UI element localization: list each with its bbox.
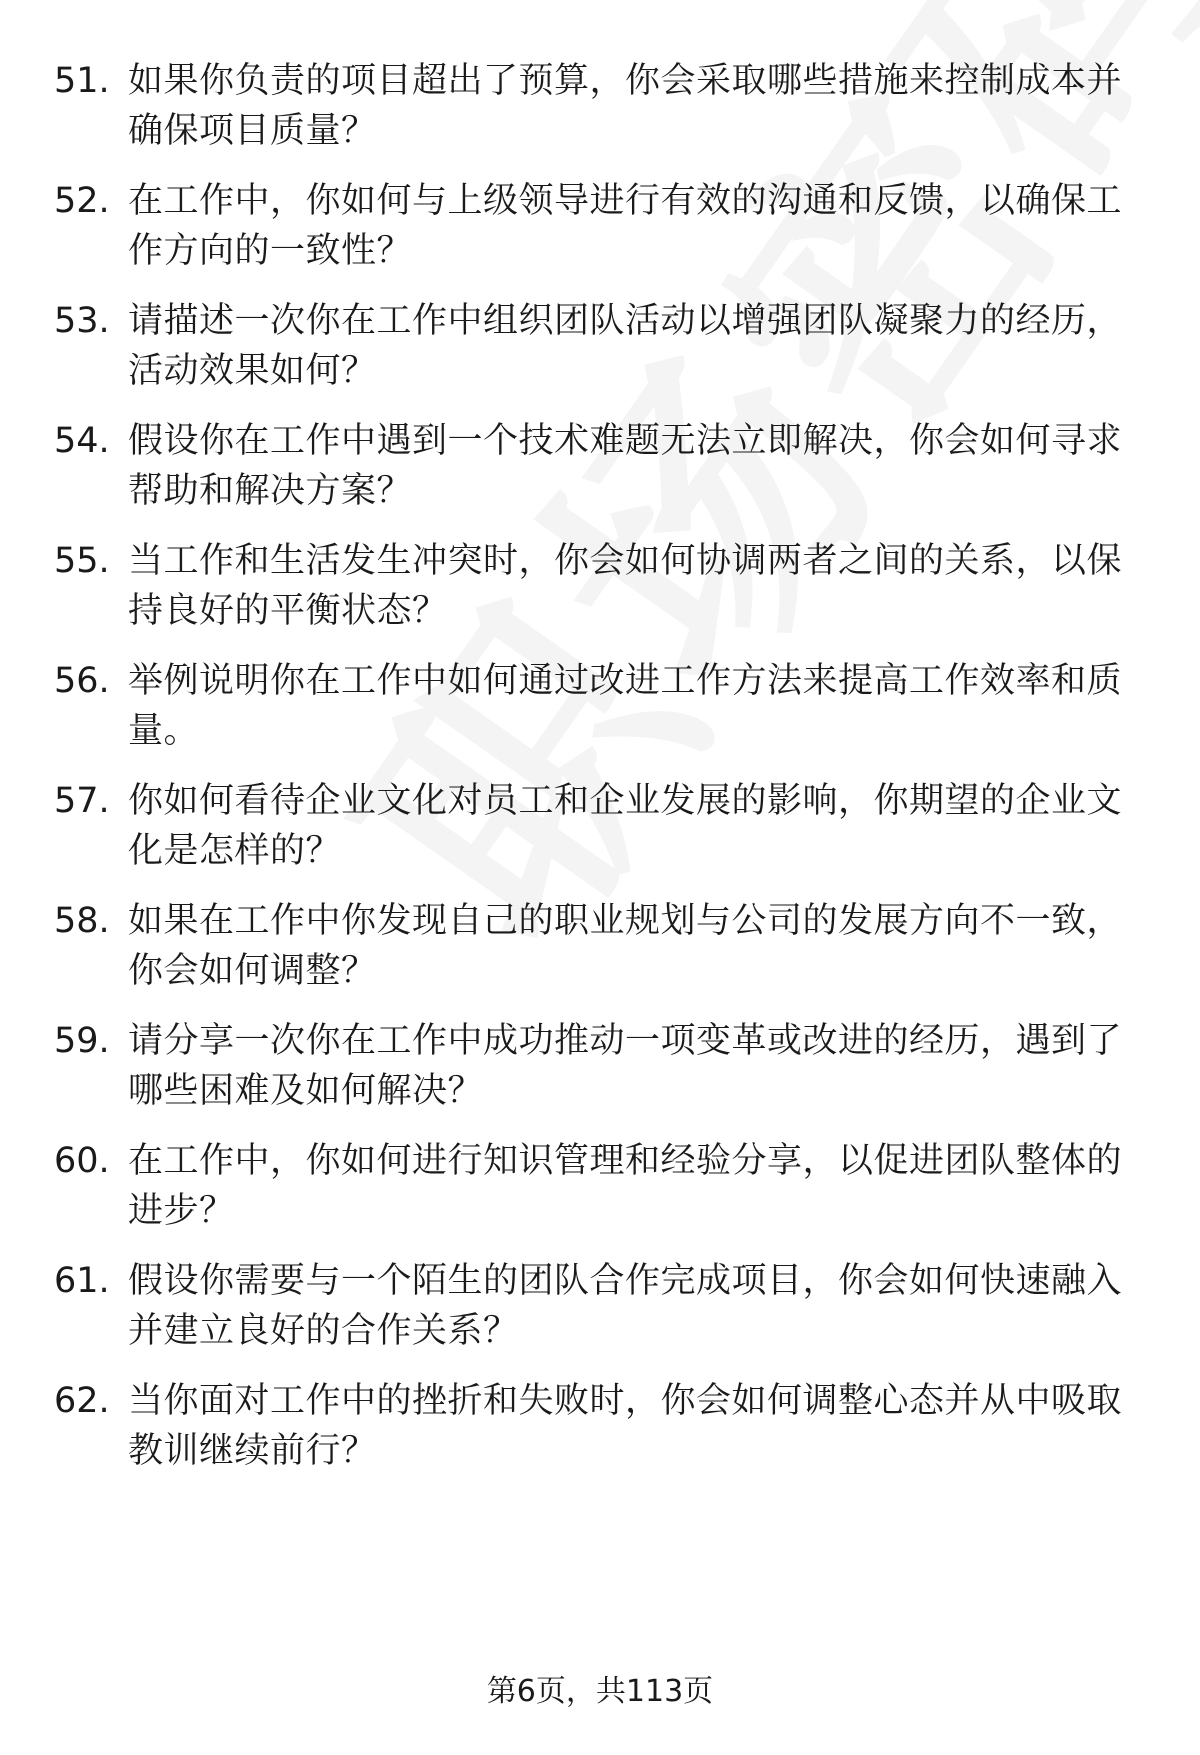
question-text: 你如何看待企业文化对员工和企业发展的影响，你期望的企业文化是怎样的？ [128,781,1123,871]
question-number: 54. [54,421,110,461]
question-text: 在工作中，你如何进行知识管理和经验分享，以促进团队整体的进步？ [128,1141,1123,1231]
question-text: 如果你负责的项目超出了预算，你会采取哪些措施来控制成本并确保项目质量？ [128,61,1123,151]
question-number: 62. [54,1381,110,1421]
question-text: 举例说明你在工作中如何通过改进工作方法来提高工作效率和质量。 [128,661,1123,751]
question-number: 61. [54,1261,110,1301]
question-text: 请描述一次你在工作中组织团队活动以增强团队凝聚力的经历，活动效果如何？ [128,301,1123,391]
question-text: 如果在工作中你发现自己的职业规划与公司的发展方向不一致，你会如何调整？ [128,901,1123,991]
page-footer: 第6页，共113页 [486,1674,714,1709]
question-number: 60. [54,1141,110,1181]
question-text: 假设你在工作中遇到一个技术难题无法立即解决，你会如何寻求帮助和解决方案？ [128,421,1123,511]
question-text: 假设你需要与一个陌生的团队合作完成项目，你会如何快速融入并建立良好的合作关系？ [128,1261,1123,1351]
question-number: 52. [54,181,110,221]
question-text: 请分享一次你在工作中成功推动一项变革或改进的经历，遇到了哪些困难及如何解决？ [128,1021,1123,1111]
question-number: 59. [54,1021,110,1061]
question-number: 55. [54,541,110,581]
question-text: 在工作中，你如何与上级领导进行有效的沟通和反馈，以确保工作方向的一致性？ [128,181,1123,271]
question-text: 当工作和生活发生冲突时，你会如何协调两者之间的关系，以保持良好的平衡状态？ [128,541,1123,631]
question-text: 当你面对工作中的挫折和失败时，你会如何调整心态并从中吸取教训继续前行？ [128,1381,1123,1471]
question-number: 53. [54,301,110,341]
question-number: 58. [54,901,110,941]
question-number: 57. [54,781,110,821]
question-number: 56. [54,661,110,701]
question-number: 51. [54,61,110,101]
